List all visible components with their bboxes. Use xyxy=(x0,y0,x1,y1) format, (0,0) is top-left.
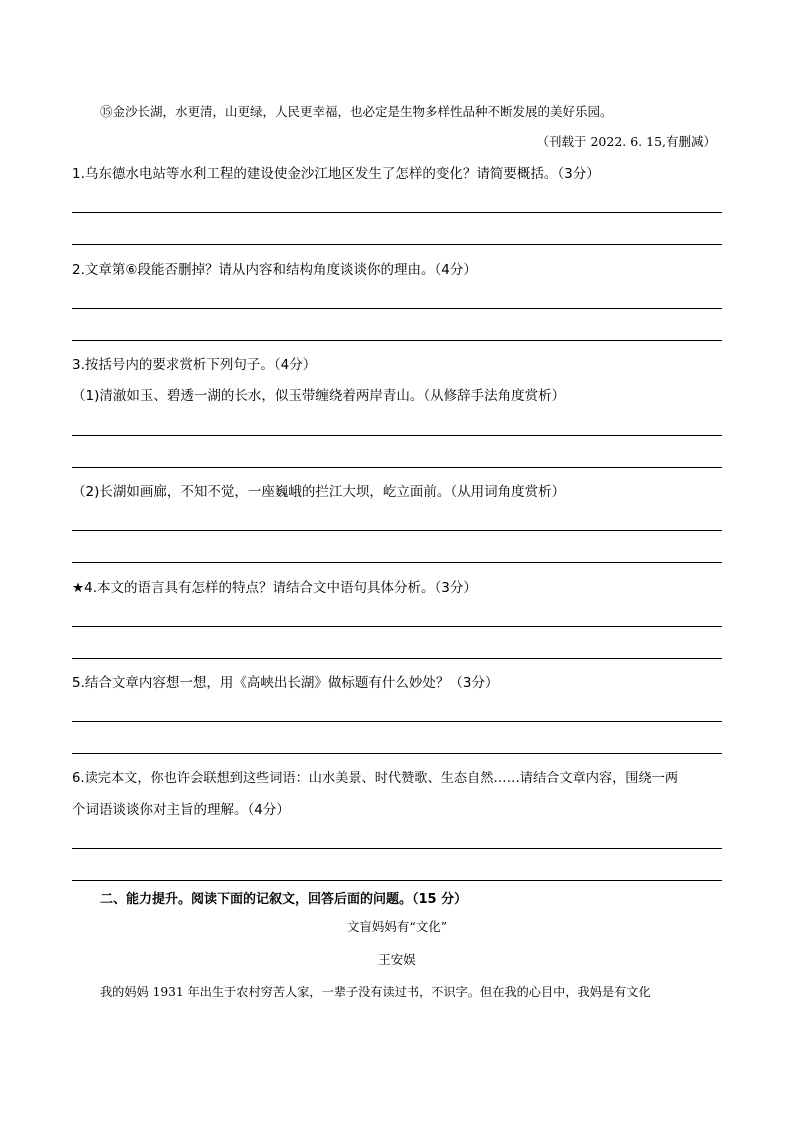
question-4: ★4.本文的语言具有怎样的特点？请结合文中语句具体分析。（3分） xyxy=(72,580,477,596)
article-first-line: 我的妈妈 1931 年出生于农村穷苦人家，一辈子没有读过书，不识字。但在我的心目中，我妈是有文化 xyxy=(100,985,651,999)
question-1: 1.乌东德水电站等水利工程的建设使金沙江地区发生了怎样的变化？请简要概括。（3分） xyxy=(72,166,600,182)
answer-line[interactable] xyxy=(72,721,722,722)
question-5: 5.结合文章内容想一想，用《高峡出长湖》做标题有什么妙处？（3分） xyxy=(72,675,499,691)
answer-line[interactable] xyxy=(72,753,722,754)
answer-line[interactable] xyxy=(72,244,722,245)
answer-line[interactable] xyxy=(72,626,722,627)
article-author: 王安娱 xyxy=(378,952,416,967)
answer-line[interactable] xyxy=(72,435,722,436)
answer-line[interactable] xyxy=(72,848,722,849)
question-2: 2.文章第⑥段能否删掉？请从内容和结构角度谈谈你的理由。（4分） xyxy=(72,262,477,278)
answer-line[interactable] xyxy=(72,467,722,468)
answer-line[interactable] xyxy=(72,562,722,563)
answer-line[interactable] xyxy=(72,212,722,213)
article-title: 文盲妈妈有“文化” xyxy=(346,919,448,934)
question-6-line-1: 6.读完本文，你也许会联想到这些词语：山水美景、时代赞歌、生态自然……请结合文章内容，围绕一两 xyxy=(72,771,679,786)
passage-source-note: （刊载于 2022. 6. 15,有删减） xyxy=(536,134,716,149)
answer-line[interactable] xyxy=(72,340,722,341)
answer-line[interactable] xyxy=(72,308,722,309)
question-6-line-2: 个词语谈谈你对主旨的理解。（4分） xyxy=(72,802,290,818)
question-3-sub-2: （2)长湖如画廊，不知不觉，一座巍峨的拦江大坝，屹立面前。（从用词角度赏析） xyxy=(72,484,566,500)
passage-closing-paragraph: ⑮金沙长湖，水更清，山更绿，人民更幸福，也必定是生物多样性品种不断发展的美好乐园。 xyxy=(100,104,613,119)
answer-line[interactable] xyxy=(72,880,722,881)
answer-line[interactable] xyxy=(72,530,722,531)
answer-line[interactable] xyxy=(72,658,722,659)
question-3-sub-1: （1)清澈如玉、碧透一湖的长水，似玉带缠绕着两岸青山。（从修辞手法角度赏析） xyxy=(72,388,566,404)
question-3: 3.按括号内的要求赏析下列句子。（4分） xyxy=(72,357,317,373)
section-2-heading: 二、能力提升。阅读下面的记叙文，回答后面的问题。（15 分） xyxy=(100,892,468,907)
